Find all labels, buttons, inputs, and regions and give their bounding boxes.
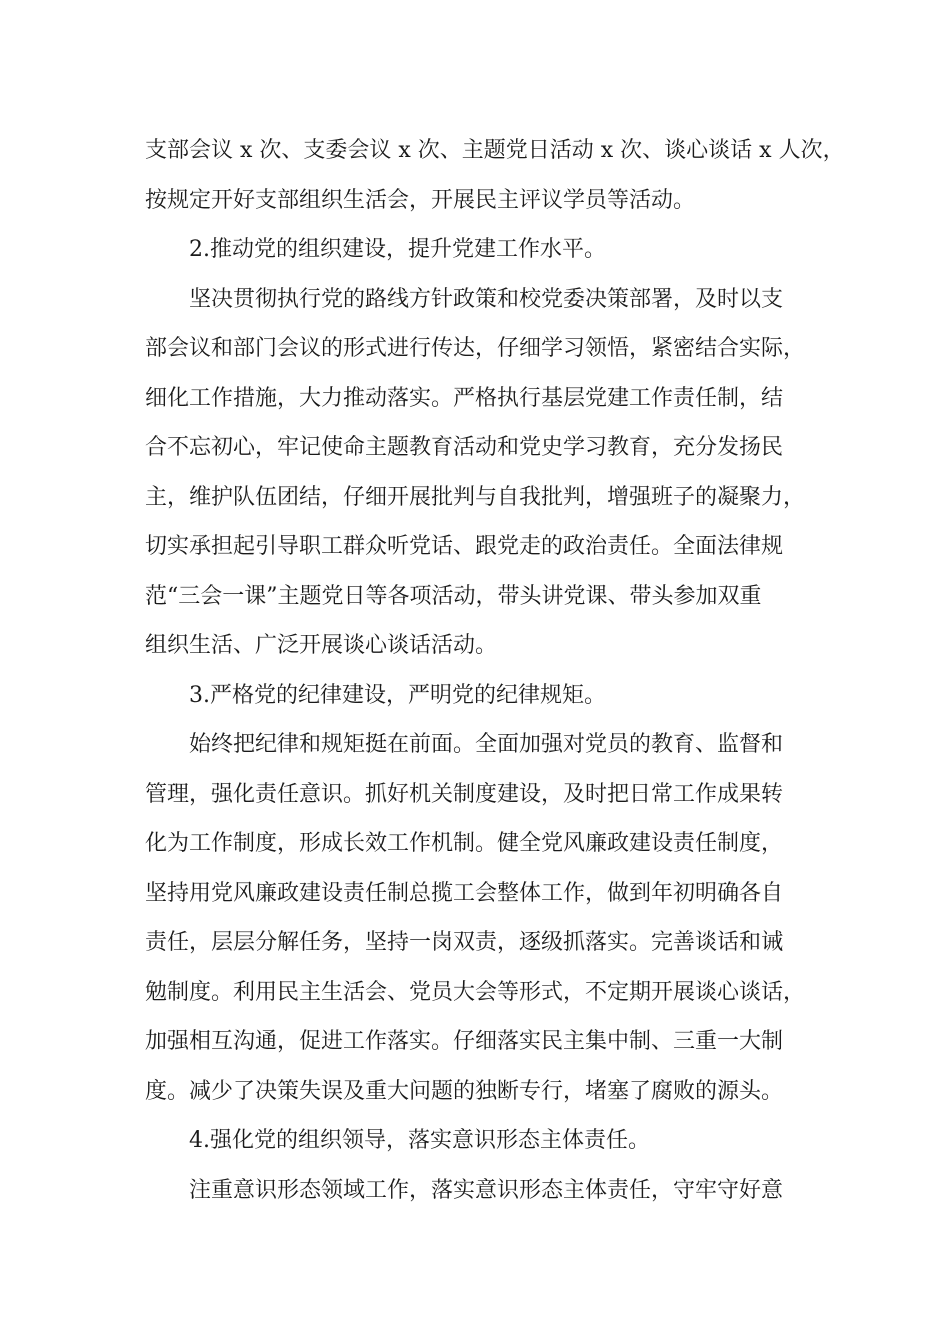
section-heading: 2.推动党的组织建设，提升党建工作水平。 [189,237,606,262]
text-line: 合不忘初心，牢记使命主题教育活动和党史学习教育，充分发扬民 [145,435,784,460]
text-line: 坚持用党风廉政建设责任制总揽工会整体工作，做到年初明确各自 [145,880,784,906]
text-line: 勉制度。利用民主生活会、党员大会等形式，不定期开展谈心谈话， [145,979,806,1005]
text-line: 管理，强化责任意识。抓好机关制度建设，及时把日常工作成果转 [145,781,784,807]
text-line: 坚决贯彻执行党的路线方针政策和校党委决策部署，及时以支 [189,286,784,312]
section-heading: 4.强化党的组织领导，落实意识形态主体责任。 [189,1128,650,1153]
section-heading: 3.严格党的纪律建设，严明党的纪律规矩。 [189,682,606,708]
text-line: 范“三会一课”主题党日等各项活动，带头讲党课、带头参加双重 [145,583,762,609]
text-line: 化为工作制度，形成长效工作机制。健全党风廉政建设责任制度， [145,831,784,856]
text-line: 切实承担起引导职工群众听党话、跟党走的政治责任。全面法律规 [145,534,784,559]
document-body [145,126,845,1215]
text-line: 加强相互沟通，促进工作落实。仔细落实民主集中制、三重一大制 [145,1029,784,1054]
text-line: 责任，层层分解任务，坚持一岗双责，逐级抓落实。完善谈话和诫 [145,930,784,955]
text-line: 部会议和部门会议的形式进行传达，仔细学习领悟，紧密结合实际， [145,336,806,361]
text-line: 组织生活、广泛开展谈心谈话活动。 [145,633,498,658]
text-line: 主，维护队伍团结，仔细开展批判与自我批判，增强班子的凝聚力， [145,484,806,510]
text-line: 注重意识形态领域工作，落实意识形态主体责任，守牢守好意 [189,1177,784,1203]
text-line: 支部会议 x 次、支委会议 x 次、主题党日活动 x 次、谈心谈话 x 人次， [145,138,845,163]
text-line: 按规定开好支部组织生活会，开展民主评议学员等活动。 [145,187,696,213]
text-line: 细化工作措施，大力推动落实。严格执行基层党建工作责任制，结 [145,385,784,411]
text-line: 始终把纪律和规矩挺在前面。全面加强对党员的教育、监督和 [189,732,784,757]
text-line: 度。减少了决策失误及重大问题的独断专行，堵塞了腐败的源头。 [145,1078,784,1104]
